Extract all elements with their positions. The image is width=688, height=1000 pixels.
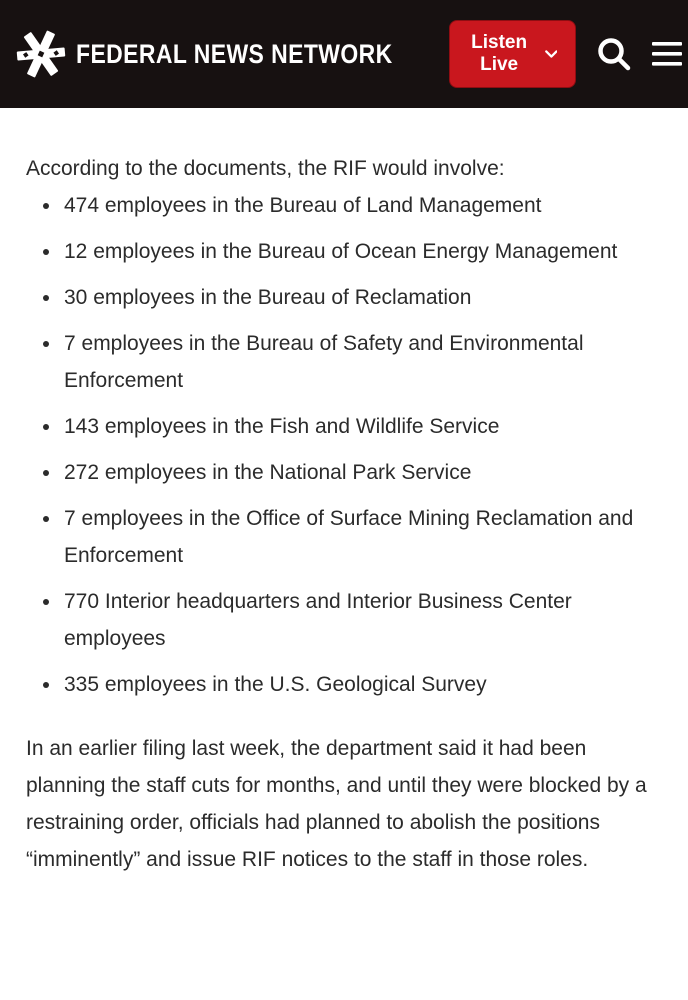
list-item: • 7 employees in the Bureau of Safety and Environmental Enforcement — [62, 325, 654, 399]
list-item: • 7 employees in the Office of Surface Mining Reclamation and Enforcement — [62, 500, 654, 574]
menu-button[interactable] — [652, 41, 682, 67]
search-icon — [596, 36, 632, 72]
list-item: • 474 employees in the Bureau of Land Management — [62, 187, 654, 224]
search-button[interactable] — [596, 36, 632, 72]
list-item: • 143 employees in the Fish and Wildlife Service — [62, 408, 654, 445]
header-actions — [449, 20, 683, 88]
site-header — [0, 0, 688, 108]
listen-live-label: Listen Live — [471, 32, 528, 75]
fnn-logo-icon — [16, 29, 66, 79]
chevron-down-icon — [545, 48, 558, 60]
list-item: • 272 employees in the National Park Service — [62, 454, 654, 491]
intro-paragraph: According to the documents, the RIF would involve: — [26, 157, 505, 180]
list-item: • 30 employees in the Bureau of Reclamation — [62, 279, 654, 316]
closing-paragraph: In an earlier filing last week, the department said it had been planning the staff cuts for months, and until they were blocked by a restraining order, officials had planned to abolish the positions “imminently” and issue RIF notices to the staff in those roles. — [26, 737, 647, 871]
rif-list — [26, 187, 662, 703]
site-logo[interactable] — [16, 29, 449, 79]
list-item: • 770 Interior headquarters and Interior Business Center employees — [62, 583, 654, 657]
article-body — [0, 108, 688, 902]
site-title: FEDERAL NEWS NETWORK — [76, 38, 393, 69]
listen-live-button[interactable] — [449, 20, 577, 88]
list-item: • 335 employees in the U.S. Geological Survey — [62, 666, 654, 703]
list-item: • 12 employees in the Bureau of Ocean Energy Management — [62, 233, 654, 270]
hamburger-menu-icon — [652, 41, 682, 67]
